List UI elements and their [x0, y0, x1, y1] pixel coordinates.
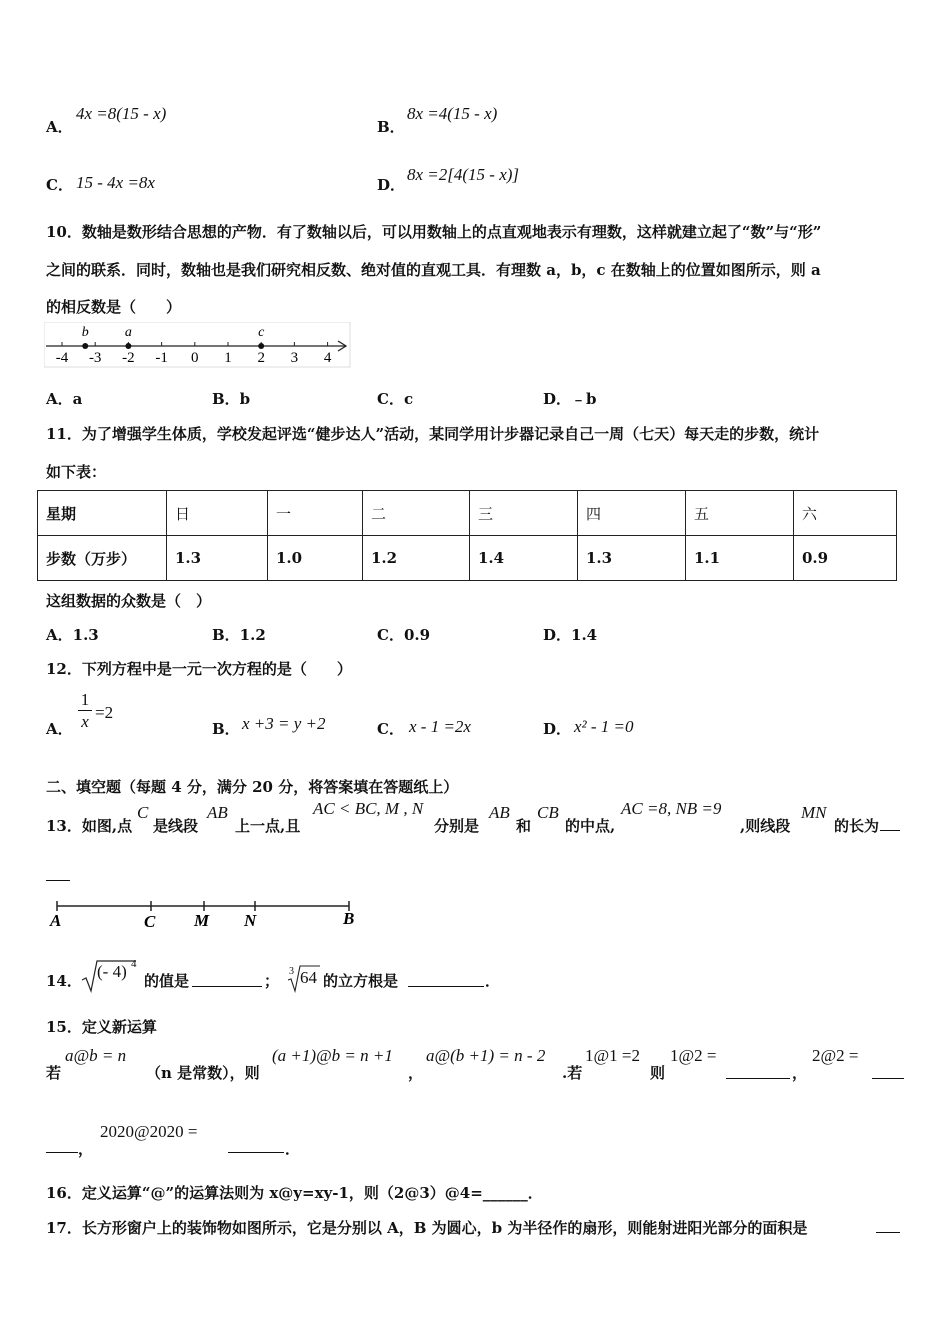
- segment-label-n: N: [244, 911, 257, 930]
- q9-option-c-expr: 15 - 4x =8x: [76, 173, 155, 192]
- table-header-cell: 二: [363, 491, 470, 536]
- q15-formula-1: (a +1)@b = n +1: [272, 1046, 393, 1065]
- q10-line1: 10．数轴是数形结合思想的产物．有了数轴以后，可以用数轴上的点直观地表示有理数，这样就建立起了“数”与“形”: [46, 223, 822, 241]
- table-cell: 0.9: [794, 536, 897, 581]
- number-line-tick-label: -4: [55, 350, 69, 366]
- q13-text-2: 是线段: [153, 817, 199, 835]
- q9-option-b-expr: 8x =4(15 - x): [407, 104, 498, 123]
- q15-ruo-2: .若: [562, 1064, 583, 1082]
- number-line-tick-label: 2: [257, 350, 265, 366]
- q10-option-d: D．﹣b: [543, 390, 597, 408]
- q14-cube-radicand: 64: [300, 968, 317, 987]
- q13-given: AC =8, NB =9: [621, 799, 722, 818]
- number-line-tick-label: 1: [224, 350, 232, 366]
- q14-period: ．: [485, 972, 501, 990]
- q13-text-7: ,则线段: [740, 817, 791, 835]
- q12-option-d-expr: x² - 1 =0: [574, 717, 634, 736]
- q10-line2: 之间的联系．同时，数轴也是我们研究相反数、绝对值的直观工具．有理数 a，b，c 在数轴上的位置如图所示，则 a: [46, 261, 821, 279]
- segment-label-m: M: [194, 911, 210, 930]
- table-cell: 1.2: [363, 536, 470, 581]
- q12-option-c-expr: x - 1 =2x: [409, 717, 471, 736]
- table-header-row: [38, 491, 897, 536]
- q15-formula-2: a@(b +1) = n - 2: [426, 1046, 546, 1065]
- q13-text-5: 和: [516, 817, 532, 835]
- number-line-point-label: c: [258, 325, 265, 340]
- q14-separator: ；: [264, 972, 280, 990]
- number-line-figure: [44, 322, 354, 368]
- q10-option-a: A．a: [46, 390, 83, 408]
- q15-answer-blank-1: [726, 1062, 790, 1079]
- q11-option-a: A．1.3: [46, 626, 99, 644]
- q15-comma-1: ，: [408, 1064, 424, 1082]
- table-header-cell: 三: [470, 491, 578, 536]
- q14-answer-blank-2: [408, 970, 484, 987]
- q10-line3: 的相反数是（ ）: [46, 298, 182, 316]
- q14-text-2: 的立方根是: [323, 972, 399, 990]
- q13-text-6: 的中点,: [565, 817, 616, 835]
- q14-root-index: 3: [289, 966, 294, 977]
- number-line-tick-label: 0: [191, 350, 199, 366]
- q14-answer-blank-1: [192, 970, 262, 987]
- table-cell: 1.3: [167, 536, 268, 581]
- q13-segment-ab: AB: [207, 803, 228, 822]
- q11-line2: 如下表：: [46, 463, 107, 481]
- q12-option-a-label: A．: [46, 720, 73, 738]
- q9-option-a-label: A．: [46, 118, 73, 136]
- q12-option-b-expr: x +3 = y +2: [242, 714, 326, 733]
- q16-text: 16．定义运算“@”的运算法则为 x@y=xy-1，则（2@3）@4=______．: [46, 1184, 543, 1202]
- q15-answer-blank-2: [872, 1062, 904, 1079]
- q15-formula-5: 2@2 =: [812, 1046, 859, 1065]
- table-header-cell: 星期: [38, 491, 167, 536]
- q9-option-d-expr: 8x =2[4(15 - x)]: [407, 165, 520, 184]
- q12-fraction: [78, 690, 92, 733]
- q10-option-c: C．c: [377, 390, 414, 408]
- q10-option-b: B．b: [212, 390, 251, 408]
- q14-number: 14．: [46, 972, 82, 990]
- q13-segment-cb: CB: [537, 803, 559, 822]
- q14-radicand: (- 4): [97, 962, 127, 981]
- q13-text-1: 13．如图,点: [46, 817, 133, 835]
- q15-end: ．: [285, 1140, 301, 1158]
- q15-comma-3: ，: [78, 1140, 94, 1158]
- q15-ruo: 若: [46, 1064, 62, 1082]
- number-line-tick-label: 4: [323, 350, 332, 366]
- table-header-cell: 五: [686, 491, 794, 536]
- number-line-point-a: [125, 343, 131, 349]
- q12-option-b-label: B．: [212, 720, 240, 738]
- q14-exponent: 4: [131, 958, 137, 970]
- q13-condition: AC < BC, M , N: [313, 799, 424, 818]
- segment-label-a: A: [50, 911, 62, 930]
- q12-option-a-rhs: =2: [95, 703, 114, 722]
- q9-option-b-label: B．: [377, 118, 405, 136]
- table-cell: 1.1: [686, 536, 794, 581]
- q15-ze: 则: [650, 1064, 666, 1082]
- segment-label-b: B: [343, 909, 355, 928]
- q17-answer-blank: [876, 1216, 900, 1233]
- q13-segment-mn: MN: [801, 803, 827, 822]
- q13-text-4: 分别是: [434, 817, 480, 835]
- number-line-tick-label: -1: [155, 350, 168, 366]
- q12-option-d-label: D．: [543, 720, 572, 738]
- q12-option-c-label: C．: [377, 720, 404, 738]
- q14-text-1: 的值是: [144, 972, 190, 990]
- q11-option-c: C．0.9: [377, 626, 431, 644]
- table-header-cell: 日: [167, 491, 268, 536]
- q15-note: （n 是常数），则: [146, 1064, 260, 1082]
- table-cell: 1.4: [470, 536, 578, 581]
- q15-comma-2: ，: [792, 1064, 808, 1082]
- steps-table: [37, 490, 897, 581]
- segment-label-c: C: [144, 912, 156, 931]
- table-row: [38, 536, 897, 581]
- table-cell: 1.3: [578, 536, 686, 581]
- number-line-point-label: b: [81, 325, 89, 340]
- q13-text-8: 的长为: [834, 817, 880, 835]
- number-line-tick-label: -2: [122, 350, 135, 366]
- q12-fraction-numerator: 1: [78, 690, 92, 711]
- number-line-point-label: a: [124, 325, 132, 340]
- q13-text-3: 上一点,且: [235, 817, 301, 835]
- q15-title: 15．定义新运算: [46, 1018, 157, 1036]
- q11-question: 这组数据的众数是（ ）: [46, 592, 212, 610]
- q17-text: 17．长方形窗户上的装饰物如图所示，它是分别以 A，B 为圆心，b 为半径作的扇形，则能射进阳光部分的面积是: [46, 1219, 808, 1237]
- segment-figure: [44, 896, 364, 932]
- table-header-cell: 四: [578, 491, 686, 536]
- q11-line1: 11．为了增强学生体质，学校发起评选“健步达人”活动，某同学用计步器记录自己一周（七天）每天走的步数，统计: [46, 425, 820, 443]
- q13-segment-ab-2: AB: [489, 803, 510, 822]
- number-line-tick-label: -3: [88, 350, 102, 366]
- q9-option-a-expr: 4x =8(15 - x): [76, 104, 167, 123]
- section2-heading: 二、填空题（每题 4 分，满分 20 分，将答案填在答题纸上）: [46, 778, 459, 796]
- q15-formula-6: 2020@2020 =: [100, 1122, 198, 1141]
- table-header-cell: 一: [268, 491, 363, 536]
- q15-answer-blank-2-cont: [46, 1136, 78, 1153]
- q11-option-d: D．1.4: [543, 626, 598, 644]
- q13-point-c: C: [137, 803, 149, 822]
- q15-formula-3: 1@1 =2: [585, 1046, 640, 1065]
- q12-fraction-denominator: x: [81, 712, 89, 731]
- number-line-tick-label: 3: [290, 350, 299, 366]
- q15-formula-4: 1@2 =: [670, 1046, 717, 1065]
- q9-option-d-label: D．: [377, 176, 406, 194]
- q13-answer-blank: [880, 814, 900, 831]
- table-cell: 步数（万步）: [38, 536, 167, 581]
- q13-answer-blank-cont: [46, 864, 70, 881]
- q12-stem: 12．下列方程中是一元一次方程的是（ ）: [46, 660, 352, 678]
- q11-option-b: B．1.2: [212, 626, 266, 644]
- q15-answer-blank-3: [228, 1136, 284, 1153]
- q9-option-c-label: C．: [46, 176, 73, 194]
- q15-definition: a@b = n: [65, 1046, 127, 1065]
- table-cell: 1.0: [268, 536, 363, 581]
- table-header-cell: 六: [794, 491, 897, 536]
- number-line-point-c: [258, 343, 264, 349]
- number-line-point-b: [82, 343, 88, 349]
